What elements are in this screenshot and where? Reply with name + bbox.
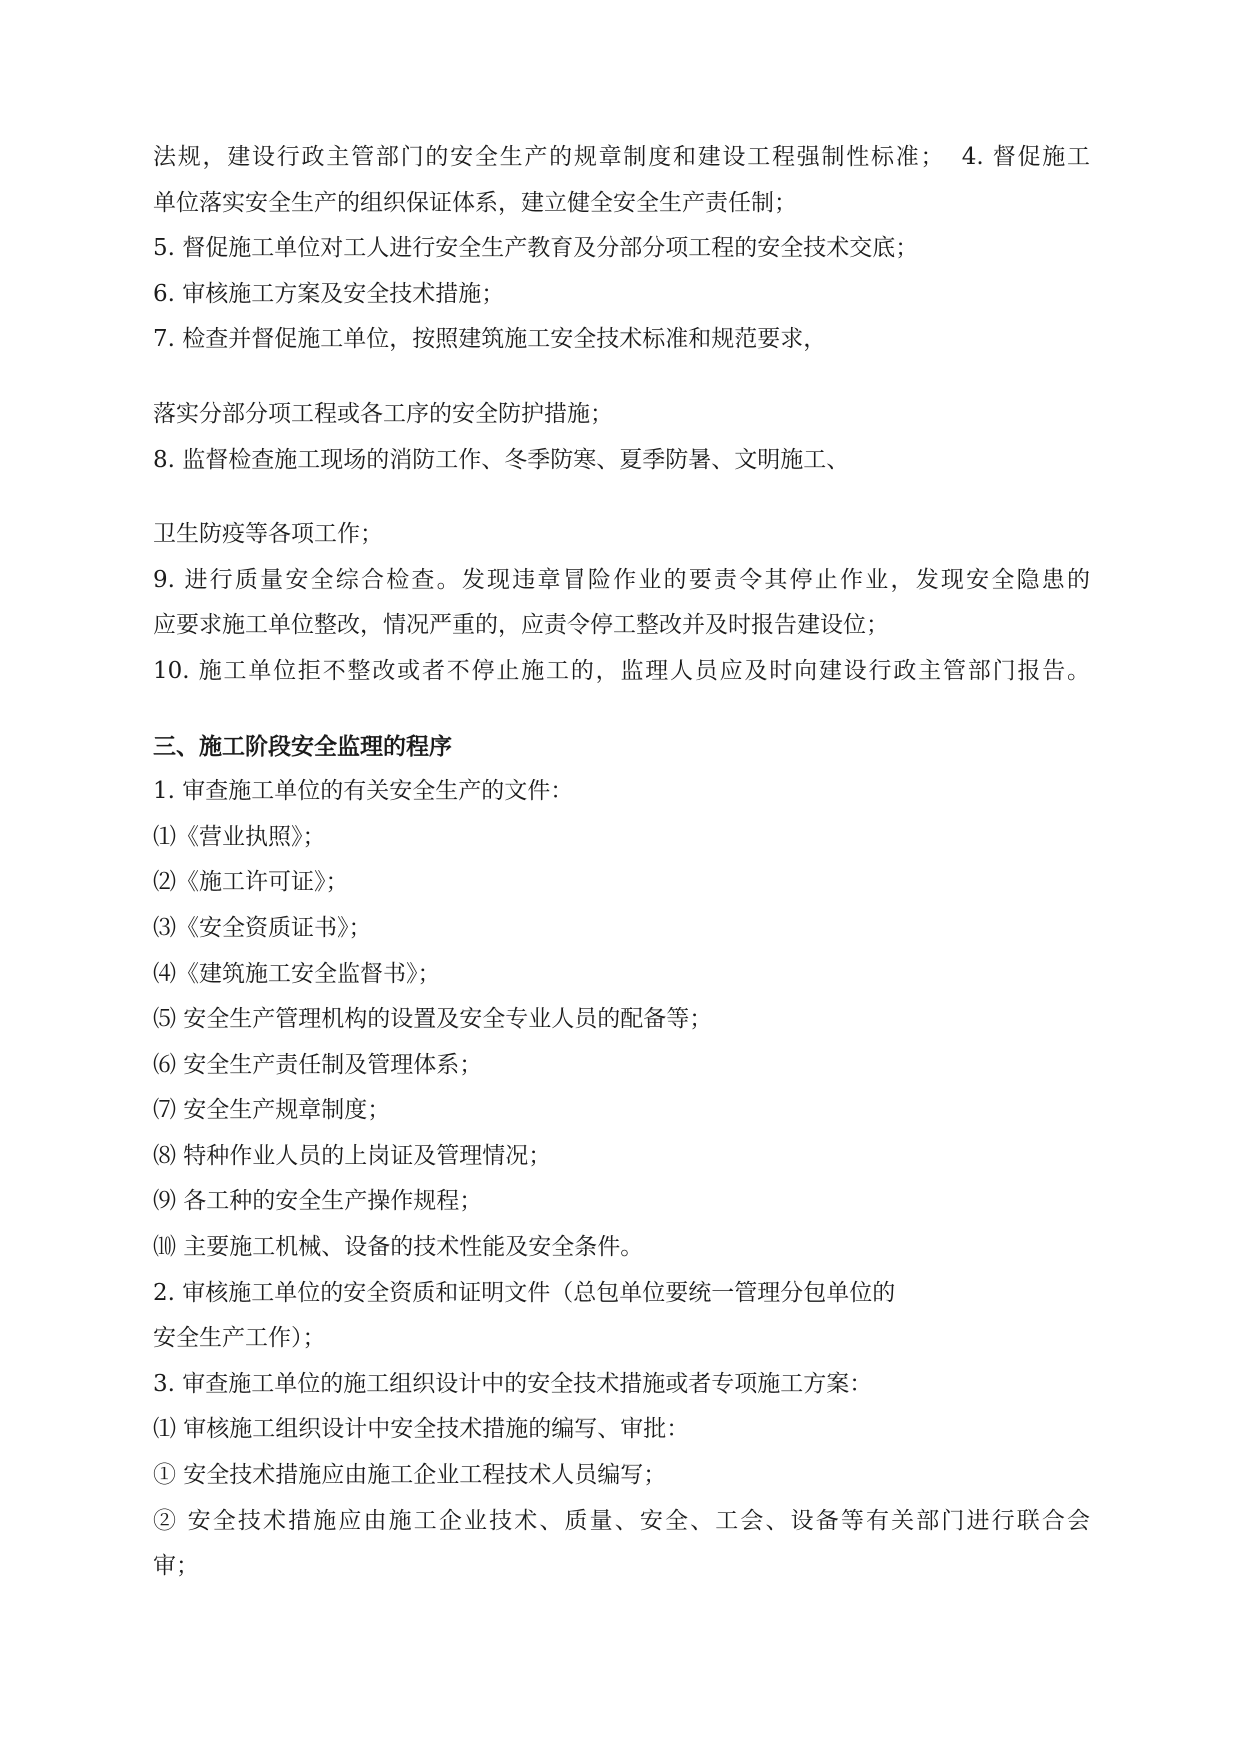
text-line: 10. 施工单位拒不整改或者不停止施工的，监理人员应及时向建设行政主管部门报告。 [153,657,1090,684]
list-item: ⑷《建筑施工安全监督书》； [153,960,441,987]
list-item: ⑹ 安全生产责任制及管理体系； [153,1051,483,1078]
text-line: 1. 审查施工单位的有关安全生产的文件： [153,778,574,805]
list-item: ⑴《营业执照》； [153,823,326,850]
list-item: ⑸ 安全生产管理机构的设置及安全专业人员的配备等； [153,1006,713,1033]
list-item: ⑻ 特种作业人员的上岗证及管理情况； [153,1142,552,1169]
list-item: ⑺ 安全生产规章制度； [153,1097,391,1124]
list-item: ⑵《施工许可证》； [153,869,349,896]
list-item: ⑶《安全资质证书》； [153,914,372,941]
text-line: 8. 监督检查施工现场的消防工作、冬季防寒、夏季防暑、文明施工、 [153,446,850,473]
list-item: ⑼ 各工种的安全生产操作规程； [153,1188,483,1215]
text-line: 法规，建设行政主管部门的安全生产的规章制度和建设工程强制性标准； 4. 督促施工 [153,144,1090,170]
text-line: 落实分部分项工程或各工序的安全防护措施； [153,400,613,427]
text-line: 3. 审查施工单位的施工组织设计中的安全技术措施或者专项施工方案： [153,1370,873,1397]
list-item: ⑴ 审核施工组织设计中安全技术措施的编写、审批： [153,1416,690,1443]
text-line: 卫生防疫等各项工作； [153,521,383,548]
text-line: 7. 检查并督促施工单位，按照建筑施工安全技术标准和规范要求， [153,326,827,353]
text-line: 9. 进行质量安全综合检查。发现违章冒险作业的要责令其停止作业，发现安全隐患的 [153,566,1090,593]
text-line: 2. 审核施工单位的安全资质和证明文件（总包单位要统一管理分包单位的 [153,1279,896,1306]
section-heading: 三、施工阶段安全监理的程序 [153,732,452,760]
list-item: ① 安全技术措施应由施工企业工程技术人员编写； [153,1462,667,1489]
text-line: 6. 审核施工方案及安全技术措施； [153,280,505,307]
text-line: 审； [153,1553,199,1580]
text-line: 单位落实安全生产的组织保证体系，建立健全安全生产责任制； [153,189,797,216]
list-item: ⑽ 主要施工机械、设备的技术性能及安全条件。 [153,1234,644,1261]
list-item: ② 安全技术措施应由施工企业技术、质量、安全、工会、设备等有关部门进行联合会 [153,1507,1090,1534]
text-line: 5. 督促施工单位对工人进行安全生产教育及分部分项工程的安全技术交底； [153,235,919,262]
text-line: 安全生产工作）； [153,1325,326,1352]
document-body [153,135,1090,1590]
text-line: 应要求施工单位整改，情况严重的，应责令停工整改并及时报告建设位； [153,612,889,639]
